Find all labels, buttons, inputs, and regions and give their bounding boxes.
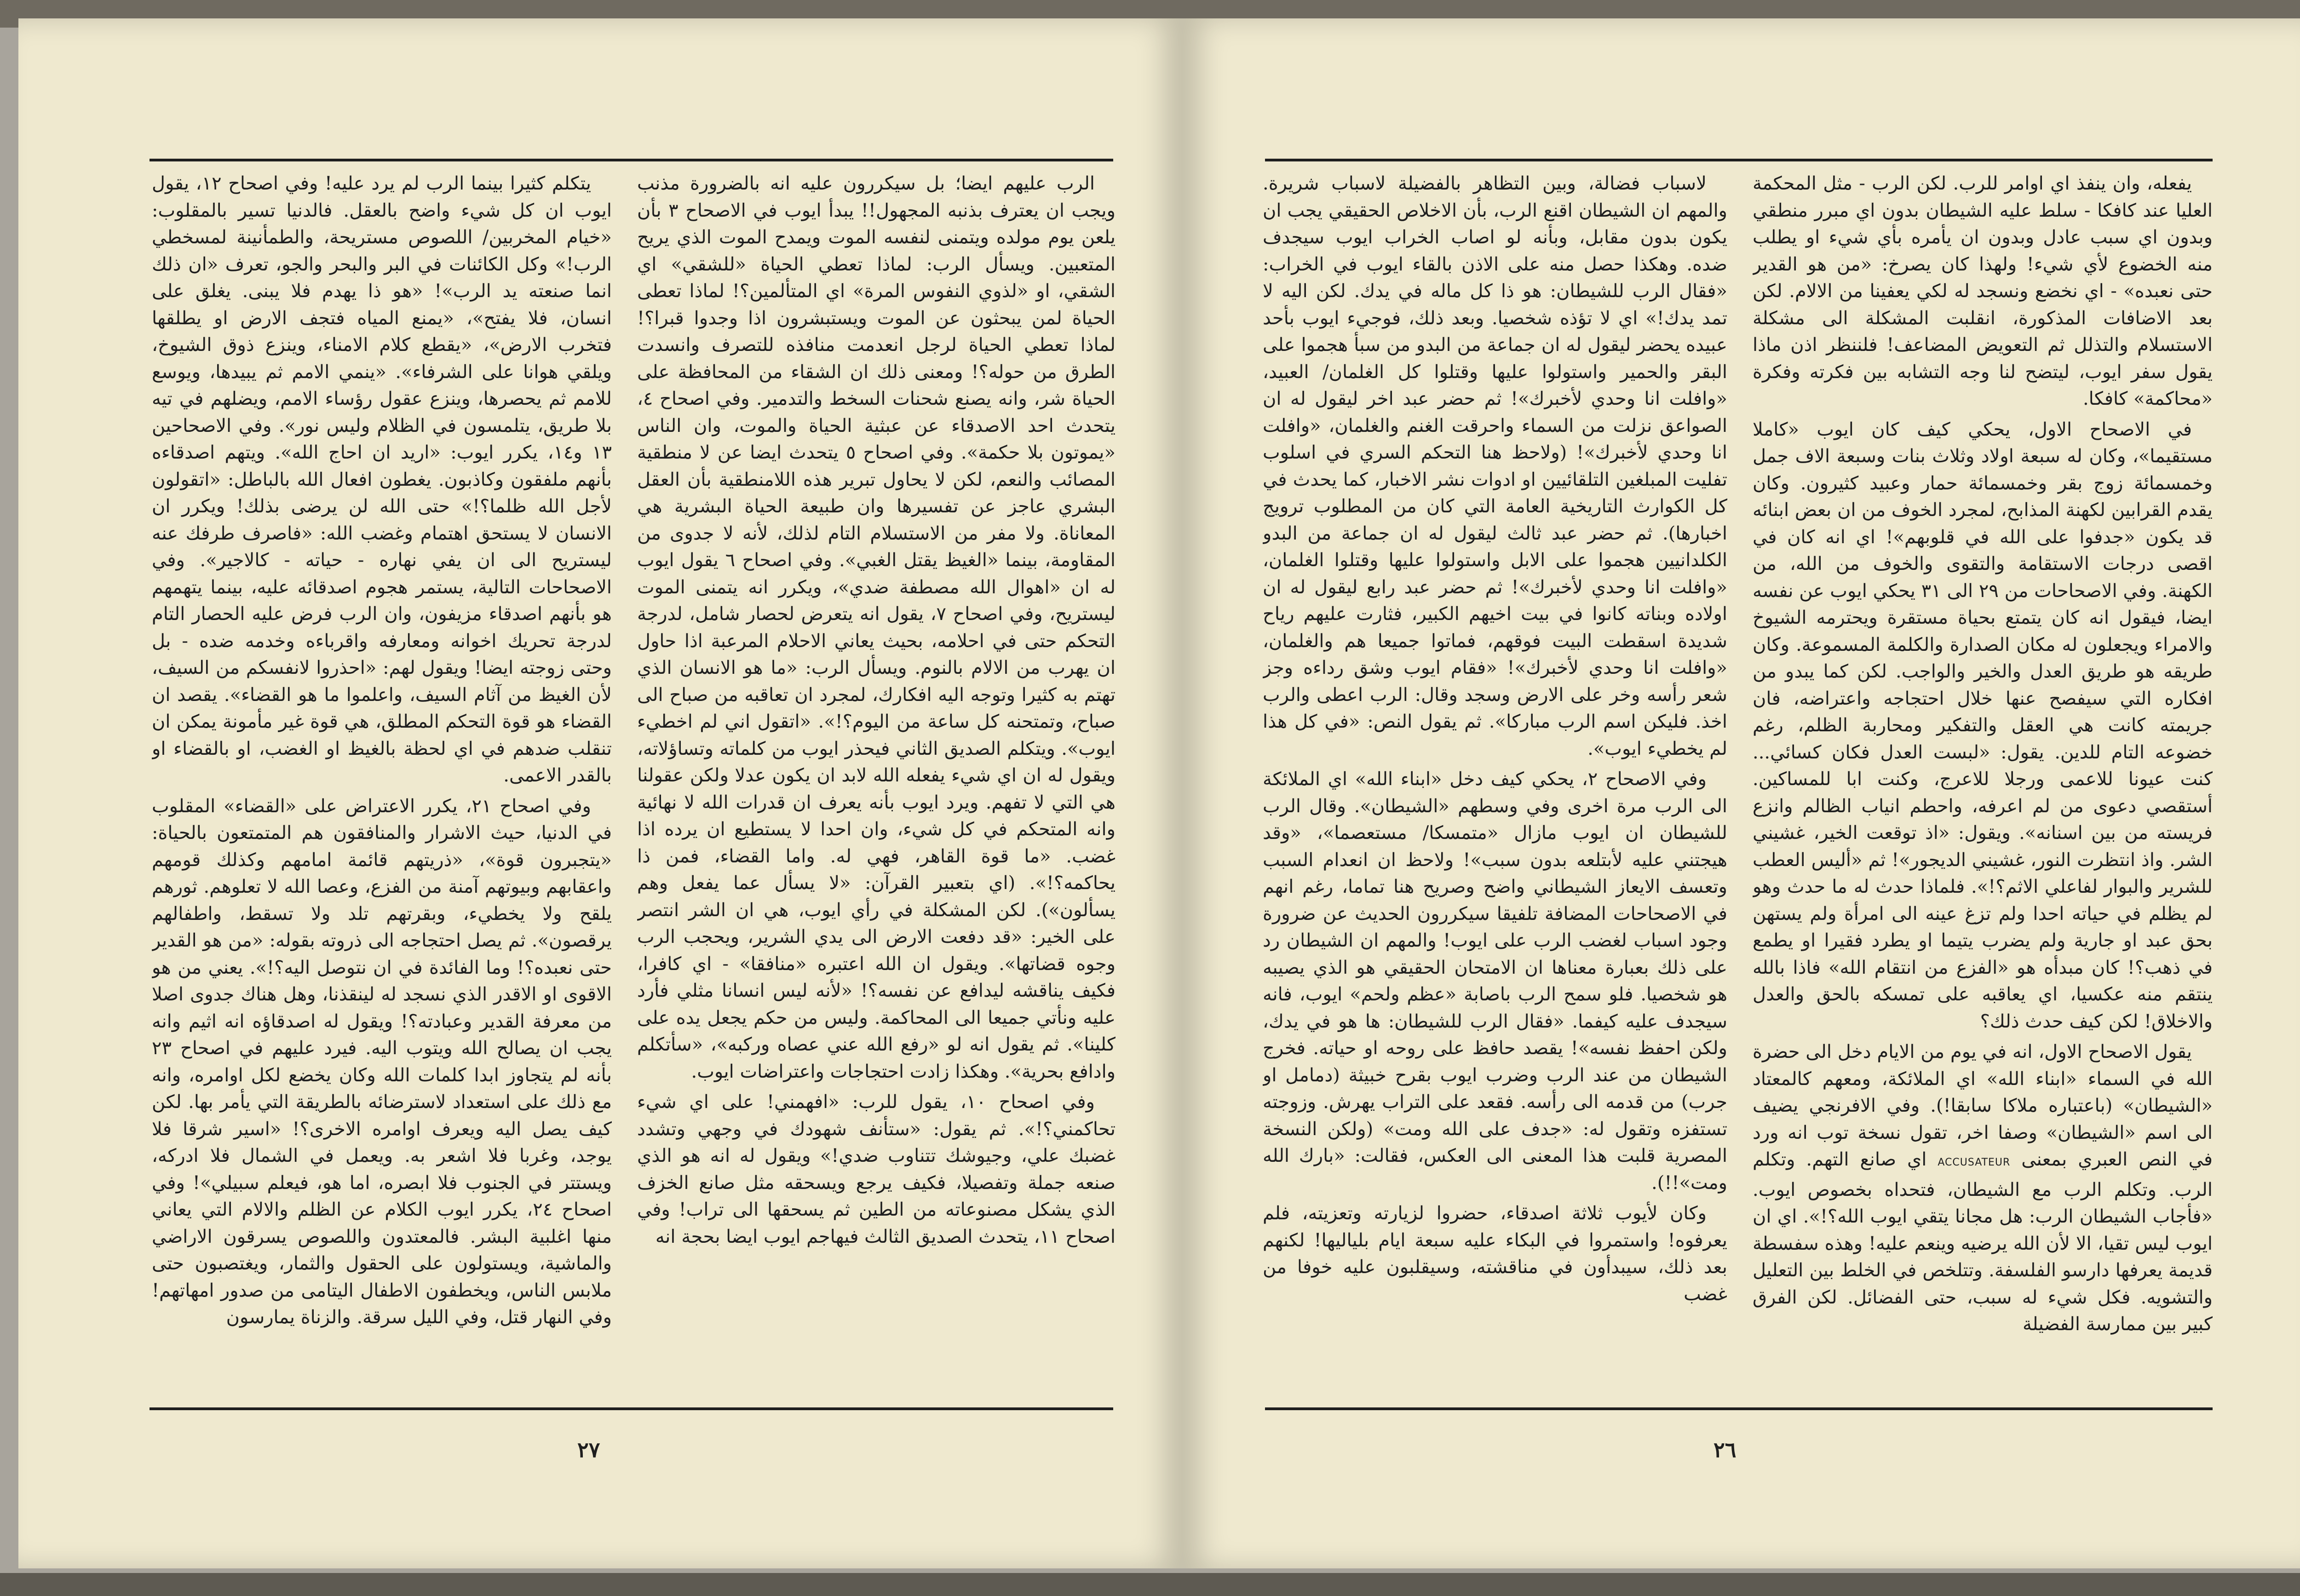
- page-number: ٢٦: [1714, 1437, 1736, 1462]
- paragraph: يقول الاصحاح الاول، انه في يوم من الايام دخل الى حضرة الله في السماء «ابناء الله» اي الملائكة، ومعهم كالمعتاد «الشيطان» (باعتباره ملاكا سابقا!). وفي الافرنجي يضيف الى اسم «الشيطان» وصفا اخر، تقول نسخة توب انه ورد في النص العبري بمعنى ACCUSATEUR اي صانع التهم. وتكلم الرب. وتكلم الرب مع الشيطان، فتحداه بخصوص ايوب. «فأجاب الشيطان الرب: هل مجانا يتقي ايوب الله؟!». اي ان ايوب ليس تقيا، الا لأن الله يرضيه وينعم عليه! وهذه سفسطة قديمة يعرفها دارسو الفلسفة. وتتلخص في الخلط بين التعليل والتشويه. فكل شيء له سبب، حتى الفضائل. لكن الفرق كبير بين ممارسة الفضيلة: [1753, 1041, 2213, 1335]
- paragraph: وفي اصحاح ٢١، يكرر الاعتراض على «القضاء» المقلوب في الدنيا، حيث الاشرار والمنافقون هم المتمتعون بالحياة: «يتجبرون قوة»، «ذريتهم قائمة امامهم وكذلك قومهم واعقابهم وبيوتهم آمنة من الفزع، وعصا الله لا تعلوهم. ثورهم يلقح ولا يخطيء، وبقرتهم تلد ولا تسقط، واطفالهم يرقصون». ثم يصل احتجاجه الى ذروته بقوله: «من هو القدير حتى نعبده؟! وما الفائدة في ان نتوصل اليه؟!». يعني من هو الاقوى او الاقدر الذي نسجد له لينقذنا، وهل هناك جدوى اصلا من معرفة القدير وعبادته؟! ويقول له اصدقاؤه انه اثيم وانه يجب ان يصالح الله ويتوب اليه. فيرد عليهم في اصحاح ٢٣ بأنه لم يتجاوز ابدا كلمات الله وكان يخضع لكل اوامره، وانه مع ذلك على استعداد لاسترضائه بالطريقة التي يأمر بها. لكن كيف يصل اليه ويعرف اوامره الاخرى؟! «اسير شرقا فلا يوجد، وغربا فلا اشعر به. ويعمل في الشمال فلا ادركه، ويستتر في الجنوب فلا ابصره، اما هو، فيعلم سبيلي»! وفي اصحاح ٢٤، يكرر ايوب الكلام عن الظلم والالام التي يعاني منها اغلبية البشر. فالمعتدون واللصوص يسرقون الاراضي والماشية، ويستولون على الحقول والثمار، ويغتصبون حتى ملابس الناس، ويخطفون الاطفال اليتامى من صدور امهاتهم! وفي النهار قتل، وفي الليل سرقة. والزناة يمارسون: [152, 795, 612, 1328]
- paragraph: لاسباب فضالة، وبين التظاهر بالفضيلة لاسباب شريرة. والمهم ان الشيطان اقنع الرب، بأن الاخلاص الحقيقي يجب ان يكون بدون مقابل، وبأنه لو اصاب الخراب ايوب سيجدف ضده. وهكذا حصل منه على الاذن بالقاء ايوب في الخراب: «فقال الرب للشيطان: هو ذا كل ماله في يدك. لكن اليه لا تمد يدك!» اي لا تؤذه شخصيا. وبعد ذلك، فوجيء ايوب بأحد عبيده يحضر ليقول له ان جماعة من البدو من سبأ هجموا على البقر والحمير واستولوا عليها وقتلوا كل الغلمان/ العبيد، «وافلت انا وحدي لأخبرك»! ثم حضر عبد اخر ليقول له ان الصواعق نزلت من السماء واحرقت الغنم والغلمان، «وافلت انا وحدي لأخبرك»! (ولاحظ هنا التحكم السري في اسلوب تفليت المبلغين التلقائيين او ادوات نشر الاخبار، كما يحدث في كل الكوارث التاريخية العامة التي كان من المطلوب ترويج اخبارها). ثم حضر عبد ثالث ليقول له ان جماعة من البدو الكلدانيين هجموا على الابل واستولوا عليها وقتلوا الغلمان، «وافلت انا وحدي لأخبرك»! ثم حضر عبد رابع ليقول له ان اولاده وبناته كانوا في بيت اخيهم الكبير، فثارت عليهم رياح شديدة اسقطت البيت فوقهم، فماتوا جميعا هم والغلمان، «وافلت انا وحدي لأخبرك»! «فقام ايوب وشق رداءه وجز شعر رأسه وخر على الارض وسجد وقال: الرب اعطى والرب اخذ. فليكن اسم الرب مباركا». ثم يقول النص: «في كل هذا لم يخطيء ايوب».: [1263, 173, 1727, 759]
- right-page: [1182, 18, 2300, 1568]
- paragraph: يفعله، وان ينفذ اي اوامر للرب. لكن الرب - مثل المحكمة العليا عند كافكا - سلط عليه الشيطان بدون اي مبرر منطقي وبدون اي سبب عادل وبدون ان يأمره بأي شيء او يطلب منه الخضوع لأي شيء! ولهذا كان يصرخ: «من هو القدير حتى نعبده» - اي نخضع ونسجد له لكي يعفينا من الالام. لكن بعد الاضافات المذكورة، انقلبت المشكلة الى مشكلة الاستسلام والتذلل ثم التعويض المضاعف! فلننظر اذن ماذا يقول سفر ايوب، ليتضح لنا وجه التشابه بين فكرته وفكرة «محاكمة» كافكا.: [1753, 173, 2213, 409]
- foreign-term: ACCUSATEUR: [1938, 1157, 2011, 1168]
- top-rule: [1265, 159, 2213, 161]
- text-column-left: [1263, 170, 1727, 1421]
- left-page: [18, 18, 1182, 1568]
- paragraph: وفي الاصحاح ٢، يحكي كيف دخل «ابناء الله» اي الملائكة الى الرب مرة اخرى وفي وسطهم «الشيطان». وقال الرب للشيطان ان ايوب مازال «متمسكا/ مستعصما»، «وقد هيجتني عليه لأبتلعه بدون سبب»! ولاحظ ان انعدام السبب وتعسف الايعاز الشيطاني واضح وصريح هنا تماما، رغم انهم في الاصحاحات المضافة تلفيقا سيكررون الحديث عن ضرورة وجود اسباب لغضب الرب على ايوب! والمهم ان الشيطان رد على ذلك بعبارة معناها ان الامتحان الحقيقي هو الذي يصيبه هو شخصيا. فلو سمح الرب باصابة «عظم ولحم» ايوب، فانه سيجدف عليه كيفما. «فقال الرب للشيطان: ها هو في يدك، ولكن احفظ نفسه»! يقصد حافظ على روحه او حياته. فخرج الشيطان من عند الرب وضرب ايوب بقرح خبيثة (دمامل او جرب) من قدمه الى رأسه. فقعد على التراب يهرش. وزوجته تستفزه وتقول له: «جدف على الله ومت» (ولكن النسخة المصرية قلبت هذا المعنى الى العكس، فقالت: «بارك الله ومت»!!).: [1263, 769, 1727, 1194]
- paragraph: يتكلم كثيرا بينما الرب لم يرد عليه! وفي اصحاح ١٢، يقول ايوب ان كل شيء واضح بالعقل. فالدنيا تسير بالمقلوب: «خيام المخربين/ اللصوص مستريحة، والطمأنينة لمسخطي الرب!» وكل الكائنات في البر والبحر والجو، تعرف «ان ذلك انما صنعته يد الرب»! «هو ذا يهدم فلا يبنى. يغلق على انسان، فلا يفتح»، «يمنع المياه فتجف الارض او يطلقها فتخرب الارض»، «يقطع كلام الامناء، وينزع ذوق الشيوخ، ويلقي هوانا على الشرفاء». «ينمي الامم ثم يبيدها، ويوسع للامم ثم يحصرها، وينزع عقول رؤساء الامم، ويضلهم في تيه بلا طريق، يتلمسون في الظلام وليس نور». وفي الاصحاحين ١٣ و١٤، يكرر ايوب: «اريد ان احاج الله». ويتهم اصدقاءه بأنهم ملفقون وكاذبون. يغطون افعال الله بالباطل: «اتقولون لأجل الله ظلما؟!» حتى الله لن يرضى بذلك! ويكرر ان الانسان لا يستحق اهتمام وغضب الله: «فاصرف طرفك عنه ليستريح الى ان يفي نهاره - حياته - كالاجير». وفي الاصحاحات التالية، يستمر هجوم اصدقائه عليه، بينما يتهمهم هو بأنهم اصدقاء مزيفون، وان الرب فرض عليه الحصار التام لدرجة تحريك اخوانه ومعارفه واقرباءه وخدمه ضده - بل وحتى زوجته ايضا! ويقول لهم: «احذروا لانفسكم من السيف، لأن الغيظ من آثام السيف، واعلموا ما هو القضاء». يقصد ان القضاء هو قوة التحكم المطلق، هي قوة غير مأمونة يمكن ان تنقلب ضدهم في اي لحظة بالغيظ او الغضب، او بالقضاء او بالقدر الاعمى.: [152, 173, 612, 786]
- paragraph: وفي اصحاح ١٠، يقول للرب: «افهمني! على اي شيء تحاكمني؟!». ثم يقول: «ستأنف شهودك في وجهي وتشدد غضبك علي، وجيوشك تتناوب ضدي!» ويقول له انه هو الذي صنعه جملة وتفصيلا، فكيف يرجع ويسحقه مثل صانع الخزف الذي يشكل مصنوعاته من الطين ثم يسحقها الى تراب! وفي اصحاح ١١، يتحدث الصديق الثالث فيهاجم ايوب ايضا بحجة انه: [637, 1091, 1116, 1247]
- paragraph: الرب عليهم ايضا؛ بل سيكررون عليه انه بالضرورة مذنب ويجب ان يعترف بذنبه المجهول!! يبدأ ايوب في الاصحاح ٣ بأن يلعن يوم مولده ويتمنى لنفسه الموت ويمدح الموت الذي يريح المتعبين. ويسأل الرب: لماذا تعطي الحياة «للشقي» اي الشقي، او «لذوي النفوس المرة» اي المتألمين؟! لماذا تعطى الحياة لمن يبحثون عن الموت ويستبشرون اذا وجدوا قبرا؟! لماذا تعطي الحياة لرجل انعدمت منافذه للتصرف وانسدت الطرق من حوله؟! ومعنى ذلك ان الشقاء من المحافظة على الحياة شر، وانه يصنع شحنات السخط والتدمير. وفي اصحاح ٤، يتحدث احد الاصدقاء عن عبثية الحياة والموت، وان الناس «يموتون بلا حكمة». وفي اصحاح ٥ يتحدث ايضا عن لا منطقية المصائب والنعم، لكن لا يحاول تبرير هذه اللامنطقية بأن العقل البشري عاجز عن تفسيرها وان طبيعة الحياة البشرية هي المعاناة. ولا مفر من الاستسلام التام لذلك، لأنه لا جدوى من المقاومة، بينما «الغيظ يقتل الغبي». وفي اصحاح ٦ يقول ايوب له ان «اهوال الله مصطفة ضدي»، ويكرر انه يتمنى الموت ليستريح، وفي اصحاح ٧، يقول انه يتعرض لحصار شامل، لدرجة التحكم حتى في احلامه، بحيث يعاني الاحلام المرعبة اذا حاول ان يهرب من الالام بالنوم. ويسأل الرب: «ما هو الانسان الذي تهتم به كثيرا وتوجه اليه افكارك، لمجرد ان تعاقبه من صباح الى صباح، وتمتحنه كل ساعة من اليوم؟!». «اتقول اني لم اخطيء ايوب». ويتكلم الصديق الثاني فيحذر ايوب من كلماته وتساؤلاته، ويقول له ان اي شيء يفعله الله لابد ان يكون عدلا ولكن عقولنا هي التي لا تفهم. ويرد ايوب بأنه يعرف ان قدرات الله لا نهائية وانه المتحكم في كل شيء، وان احدا لا يستطيع ان يرده اذا غضب. «ما قوة القاهر، فهي له. واما القضاء، فمن ذا يحاكمه؟!». (اي بتعبير القرآن: «لا يسأل عما يفعل وهم يسألون»). لكن المشكلة في رأي ايوب، هي ان الشر انتصر على الخير: «قد دفعت الارض الى يدي الشرير، ويحجب الرب وجوه قضاتها». ويقول ان الله اعتبره «منافقا» - اي كافرا، فكيف يناقشه ليدافع عن نفسه؟! «لأنه ليس انسانا مثلي فأرد عليه ونأتي جميعا الى المحاكمة. وليس من حكم يجعل يده على كلينا». ثم يقول انه لو «رفع الله عني عصاه وركبه»، «سأتكلم وادافع بحرية». وهكذا زادت احتجاجات واعتراضات ايوب.: [637, 173, 1116, 1082]
- paragraph: وكان لأيوب ثلاثة اصدقاء، حضروا لزيارته وتعزيته، فلم يعرفوه! واستمروا في البكاء عليه سبعة ايام بلياليها! لكنهم بعد ذلك، سيبدأون في مناقشته، وسيقلبون عليه خوفا من غضب: [1263, 1203, 1727, 1305]
- top-rule: [150, 159, 1113, 161]
- text-column-left: [152, 170, 612, 1421]
- page-number: ٢٧: [577, 1437, 600, 1462]
- paragraph: في الاصحاح الاول، يحكي كيف كان ايوب «كاملا مستقيما»، وكان له سبعة اولاد وثلاث بنات وسبعة الاف جمل وخمسمائة زوج بقر وخمسمائة حمار وعبيد كثيرون. وكان يقدم القرابين لكهنة المذابح، لمجرد الخوف من ان بعض ابنائه قد يكون «جدفوا على الله في قلوبهم»! اي انه كان في اقصى درجات الاستقامة والتقوى والخوف من الله، من الكهنة. وفي الاصحاحات من ٢٩ الى ٣١ يحكي ايوب عن نفسه ايضا، فيقول انه كان يتمتع بحياة مستقرة ويحترمه الشيوخ والامراء ويجعلون له مكان الصدارة والكلمة المسموعة. وكان طريقه هو طريق العدل والخير والواجب. لكن كما يبدو من افكاره التي سيفصح عنها خلال احتجاجه واعتراضه، فان جريمته كانت هي العقل والتفكير ومحاربة الظلم، رغم خضوعه التام للدين. يقول: «لبست العدل فكان كسائي... كنت عيونا للاعمى ورجلا للاعرج، وكنت ابا للمساكين. أستقصي دعوى من لم اعرفه، واحطم انياب الظالم وانزع فريسته من بين اسنانه». ويقول: «اذ توقعت الخير، غشيني الشر. واذ انتظرت النور، غشيني الديجور»! ثم «أليس العطب للشرير والبوار لفاعلي الاثم؟!». فلماذا حدث له ما حدث وهو لم يظلم في حياته احدا ولم تزغ عينه الى امرأة ولم يستهن بحق عبد او جارية ولم يضرب يتيما او يطرد فقيرا او يطمع في ذهب؟! كان مبدأه هو «الفزع من انتقام الله» فاذا بالله ينتقم منه عكسيا، اي يعاقبه على تمسكه بالحق والعدل والاخلاق! لكن كيف حدث ذلك؟: [1753, 419, 2213, 1032]
- scanner-background-bottom: [0, 1573, 2300, 1596]
- text-column-right: [637, 170, 1116, 1421]
- bottom-rule: [150, 1407, 1113, 1410]
- bottom-rule: [1265, 1407, 2213, 1410]
- text-column-right: [1753, 170, 2213, 1421]
